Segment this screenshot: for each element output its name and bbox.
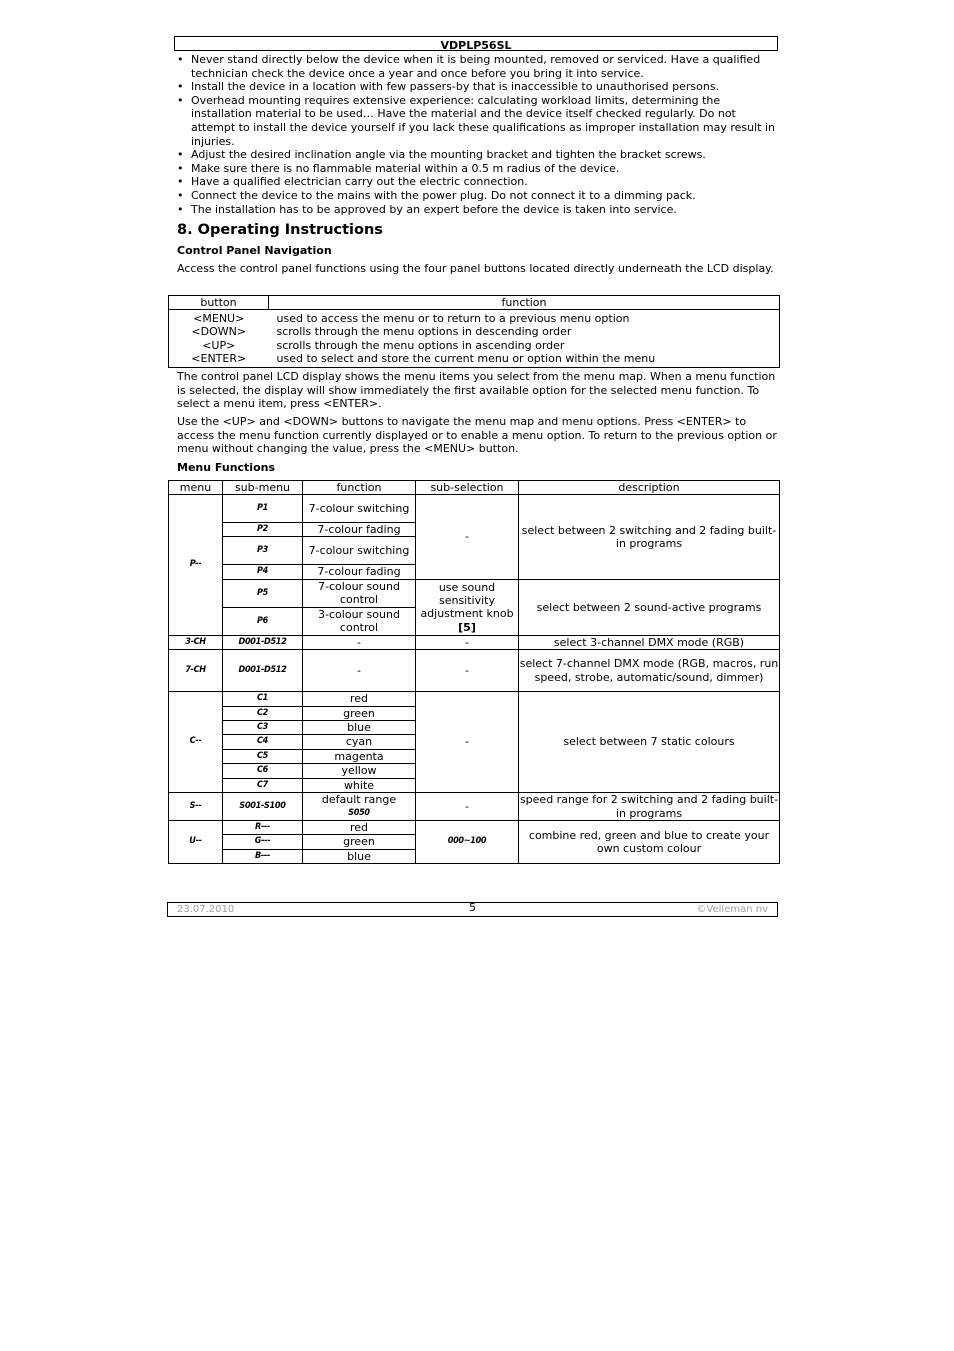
- function-cell: cyan: [303, 735, 416, 749]
- function-cell: red: [303, 821, 416, 835]
- header-description: description: [519, 481, 780, 495]
- table-row: [169, 579, 780, 607]
- subselection-cell: -: [416, 635, 519, 649]
- description-cell: combine red, green and blue to create your own custom colour: [519, 821, 780, 864]
- submenu-cell: P2: [223, 523, 303, 537]
- table-header-button: button: [169, 296, 269, 310]
- function-cell: white: [303, 778, 416, 792]
- function-cell: -: [303, 650, 416, 692]
- submenu-cell: C4: [223, 735, 303, 749]
- function-cell: 7-colour fading: [303, 565, 416, 579]
- subselection-cell: -: [416, 692, 519, 793]
- function-cell: [303, 793, 416, 821]
- submenu-cell: R---: [223, 821, 303, 835]
- table-row: [169, 339, 780, 352]
- subselection-cell: [416, 579, 519, 635]
- header-sub-menu: sub-menu: [223, 481, 303, 495]
- submenu-cell: C5: [223, 749, 303, 763]
- menu-cell: U--: [169, 821, 223, 864]
- submenu-cell: C2: [223, 706, 303, 720]
- function-cell: blue: [303, 849, 416, 863]
- section-heading: 8. Operating Instructions: [177, 222, 383, 238]
- submenu-cell: C6: [223, 764, 303, 778]
- menu-cell: C--: [169, 692, 223, 793]
- button-function: scrolls through the menu options in ascending order: [269, 339, 780, 352]
- description-cell: select between 7 static colours: [519, 692, 780, 793]
- submenu-cell: B---: [223, 849, 303, 863]
- subselection-cell: -: [416, 793, 519, 821]
- header-function: function: [303, 481, 416, 495]
- function-cell: magenta: [303, 749, 416, 763]
- submenu-cell: D001-D512: [223, 650, 303, 692]
- menu-cell: 7-CH: [169, 650, 223, 692]
- table-row: [169, 821, 780, 835]
- description-cell: select between 2 sound-active programs: [519, 579, 780, 635]
- table-row: [169, 495, 780, 523]
- knob-reference: [5]: [458, 620, 476, 634]
- button-name: <ENTER>: [169, 352, 269, 367]
- function-cell: 7-colour sound control: [303, 579, 416, 607]
- page-footer: [167, 902, 778, 917]
- function-cell: 7-colour fading: [303, 523, 416, 537]
- table-row: [169, 352, 780, 367]
- menu-cell: P--: [169, 495, 223, 636]
- bullet-item: • Overhead mounting requires extensive experience: calculating workload limits, determining the installation material to be used… Have the material and the device itself checked regularly. Do not attempt to install the device yourself if you lack these qualifications as improper installation may result in injuries.: [174, 94, 780, 148]
- description-cell: select 3-channel DMX mode (RGB): [519, 635, 780, 649]
- page-number: 5: [469, 901, 476, 914]
- menu-cell: S--: [169, 793, 223, 821]
- control-panel-subheading: Control Panel Navigation: [177, 244, 332, 257]
- function-cell: -: [303, 635, 416, 649]
- table-row: [169, 635, 780, 649]
- button-function: used to access the menu or to return to a previous menu option: [269, 310, 780, 326]
- button-function-table: [168, 295, 780, 368]
- submenu-cell: P4: [223, 565, 303, 579]
- menu-functions-subheading: Menu Functions: [177, 461, 276, 474]
- bullet-item: • Connect the device to the mains with the power plug. Do not connect it to a dimming pack.: [174, 189, 780, 203]
- footer-copyright: ©Velleman nv: [696, 904, 768, 915]
- table-row: [169, 325, 780, 338]
- lcd-description-paragraph: The control panel LCD display shows the menu items you select from the menu map. When a menu function is selected, the display will show immediately the first available option for the selected menu function. To select a menu item, press <ENTER>.: [177, 370, 776, 411]
- submenu-cell: P3: [223, 537, 303, 565]
- control-panel-intro: Access the control panel functions using the four panel buttons located directly underneath the LCD display.: [177, 262, 774, 275]
- subselection-cell: 000~100: [416, 821, 519, 864]
- navigation-paragraph: Use the <UP> and <DOWN> buttons to navigate the menu map and menu options. Press <ENTER> to access the menu function currently displayed or to enable a menu option. To return to the previous option or menu without changing the value, press the <MENU> button.: [177, 415, 777, 456]
- function-cell: red: [303, 692, 416, 706]
- description-cell: select 7-channel DMX mode (RGB, macros, run speed, strobe, automatic/sound, dimmer): [519, 650, 780, 692]
- bullet-item: • Never stand directly below the device when it is being mounted, removed or serviced. Have a qualified technician check the device once a year and once before you bring it into service.: [174, 53, 780, 80]
- header-sub-selection: sub-selection: [416, 481, 519, 495]
- footer-date: 23.07.2010: [177, 904, 235, 915]
- model-header: VDPLP56SL: [174, 36, 778, 51]
- table-row: [169, 310, 780, 326]
- button-name: <DOWN>: [169, 325, 269, 338]
- button-function: scrolls through the menu options in descending order: [269, 325, 780, 338]
- function-cell: 7-colour switching: [303, 537, 416, 565]
- button-function: used to select and store the current menu or option within the menu: [269, 352, 780, 367]
- submenu-cell: C7: [223, 778, 303, 792]
- function-cell: green: [303, 706, 416, 720]
- bullet-item: • Install the device in a location with few passers-by that is inaccessible to unauthorised persons.: [174, 80, 780, 94]
- submenu-cell: P6: [223, 607, 303, 635]
- description-cell: select between 2 switching and 2 fading built-in programs: [519, 495, 780, 580]
- header-menu: menu: [169, 481, 223, 495]
- submenu-cell: D001-D512: [223, 635, 303, 649]
- table-row: [169, 793, 780, 821]
- function-cell: 3-colour sound control: [303, 607, 416, 635]
- bullet-item: • Adjust the desired inclination angle via the mounting bracket and tighten the bracket screws.: [174, 148, 780, 162]
- function-cell: green: [303, 835, 416, 849]
- button-name: <MENU>: [169, 310, 269, 326]
- table-row: [169, 692, 780, 706]
- menu-cell: 3-CH: [169, 635, 223, 649]
- subselection-cell: -: [416, 650, 519, 692]
- description-cell: speed range for 2 switching and 2 fading built-in programs: [519, 793, 779, 820]
- safety-bullet-list: [174, 53, 780, 216]
- function-cell: blue: [303, 721, 416, 735]
- menu-functions-table: [168, 480, 780, 864]
- subselection-text: use sound sensitivity adjustment knob: [420, 580, 514, 621]
- submenu-cell: P1: [223, 495, 303, 523]
- bullet-item: • Have a qualified electrician carry out the electric connection.: [174, 175, 780, 189]
- table-header-function: function: [269, 296, 780, 310]
- function-cell: yellow: [303, 764, 416, 778]
- submenu-cell: C3: [223, 721, 303, 735]
- submenu-cell: P5: [223, 579, 303, 607]
- bullet-item: • Make sure there is no flammable material within a 0.5 m radius of the device.: [174, 162, 780, 176]
- function-cell: 7-colour switching: [303, 495, 416, 523]
- submenu-cell: C1: [223, 692, 303, 706]
- submenu-cell: G---: [223, 835, 303, 849]
- bullet-item: • The installation has to be approved by an expert before the device is taken into service.: [174, 203, 780, 217]
- button-name: <UP>: [169, 339, 269, 352]
- submenu-cell: S001-S100: [223, 793, 303, 821]
- subselection-cell: -: [416, 495, 519, 580]
- default-value: S050: [348, 807, 370, 818]
- table-row: [169, 650, 780, 692]
- function-text: default range: [321, 793, 397, 807]
